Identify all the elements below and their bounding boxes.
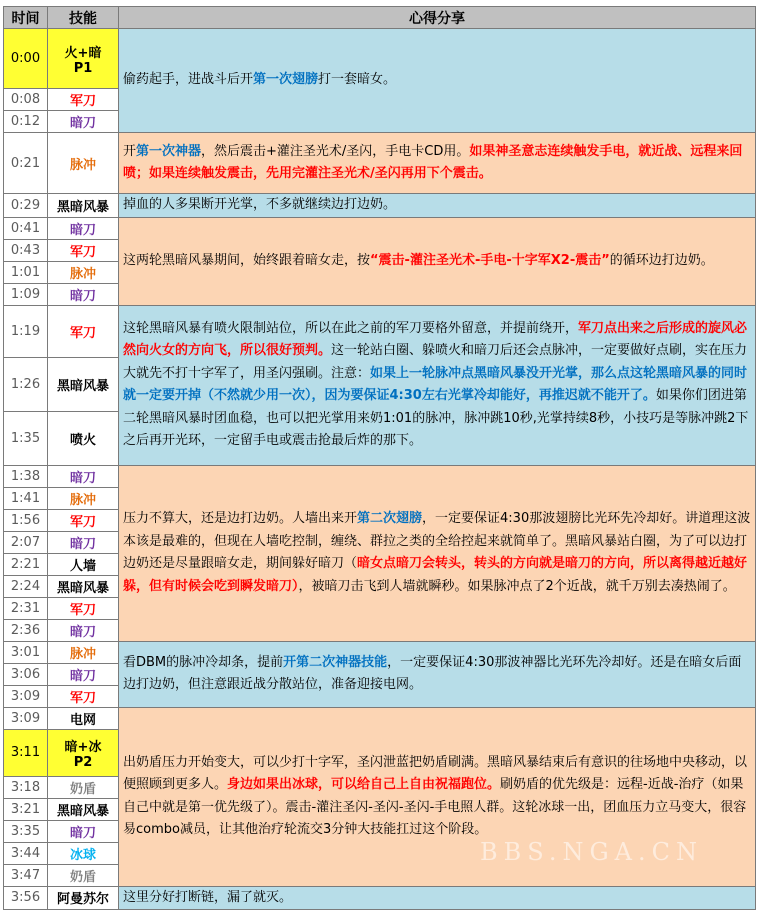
time-cell: 3:18 xyxy=(4,776,48,798)
note-text: 开 xyxy=(123,143,137,159)
time-cell: 1:41 xyxy=(4,487,48,509)
time-cell: 2:07 xyxy=(4,531,48,553)
note-cell xyxy=(119,641,756,707)
table-row xyxy=(4,465,756,487)
skill-cell: 军刀 xyxy=(48,597,119,619)
time-cell: 2:31 xyxy=(4,597,48,619)
skill-cell: 阿曼苏尔 xyxy=(48,886,119,910)
note-text: 掉血的人多果断开光掌，不多就继续边打边奶。 xyxy=(123,197,397,212)
note-text: 这轮黑暗风暴有喷火限制站位，所以在此之前的军刀要格外留意，并提前绕开， xyxy=(123,320,579,336)
skill-cell: 暗刀 xyxy=(48,111,119,133)
time-cell: 0:41 xyxy=(4,217,48,239)
time-cell: 0:29 xyxy=(4,194,48,218)
note-text: 如果神圣意志连续触发手电，就近战、远程来回喷；如果连续触发震击，先用完灌注圣光术/圣闪再用下个震击。 xyxy=(123,143,743,181)
time-cell: 3:09 xyxy=(4,685,48,707)
skill-cell: 暗刀 xyxy=(48,283,119,305)
strategy-table xyxy=(3,6,756,910)
table-row xyxy=(4,194,756,218)
skill-cell: 暗刀 xyxy=(48,465,119,487)
note-cell xyxy=(119,194,756,218)
skill-cell: 暗刀 xyxy=(48,217,119,239)
note-text: 军刀点出来之后形成的旋风必然向火女的方向飞，所以很好预判。 xyxy=(123,320,748,358)
note-cell xyxy=(119,29,756,133)
table-row xyxy=(4,29,756,89)
skill-cell: 暗+冰 P2 xyxy=(48,729,119,776)
skill-cell: 冰球 xyxy=(48,842,119,864)
skill-cell: 脉冲 xyxy=(48,261,119,283)
note-text: 开第二次神器技能 xyxy=(283,654,388,670)
note-text: 这两轮黑暗风暴期间，始终跟着暗女走，按 xyxy=(123,252,371,268)
skill-cell: 军刀 xyxy=(48,685,119,707)
skill-cell: 军刀 xyxy=(48,305,119,357)
note-text: 出奶盾压力开始变大，可以少打十字军，圣闪泄蓝把奶盾刷满。黑暗风暴结束后有意识的往场地中央移动，以便照顾到更多人。 xyxy=(123,754,748,792)
time-cell: 3:11 xyxy=(4,729,48,776)
note-text: 如果上一轮脉冲点黑暗风暴没开光掌，那么点这轮黑暗风暴的同时就一定要开掉（不然就少用一次），因为要保证4:30左右光掌冷却能好，再推迟就不能开了。 xyxy=(123,365,748,403)
skill-cell: 奶盾 xyxy=(48,776,119,798)
table-row xyxy=(4,641,756,663)
time-cell: 0:43 xyxy=(4,239,48,261)
time-cell: 1:38 xyxy=(4,465,48,487)
note-text: 第一次神器 xyxy=(136,143,202,159)
skill-cell: 军刀 xyxy=(48,509,119,531)
time-cell: 3:01 xyxy=(4,641,48,663)
time-cell: 0:00 xyxy=(4,29,48,89)
time-cell: 0:08 xyxy=(4,89,48,111)
skill-cell: 黑暗风暴 xyxy=(48,798,119,820)
time-cell: 2:21 xyxy=(4,553,48,575)
skill-cell: 黑暗风暴 xyxy=(48,194,119,218)
table-row xyxy=(4,886,756,910)
note-text: ，一定要保证4:30那波翅膀比光环先冷却好。讲道理这波本该是最难的，但现在人墙吃控制，缠绕、群拉之类的全给控起来就简单了。黑暗风暴站白圈，为了可以边打边奶还是尽量跟暗女走，期间躲好暗刀（ xyxy=(123,511,751,571)
note-text: 的循环边打边奶。 xyxy=(609,252,714,268)
note-cell xyxy=(119,217,756,305)
note-text: 偷药起手，进战斗后开 xyxy=(123,72,254,88)
note-text: ，被暗刀击飞到人墙就瞬秒。如果脉冲点了2个近战，就千万别去凑热闹了。 xyxy=(298,578,736,594)
time-cell: 1:35 xyxy=(4,411,48,465)
header-skill: 技能 xyxy=(48,7,119,29)
note-text: ，一定要保证4:30那波神器比光环先冷却好。还是在暗女后面边打边奶，但注意跟近战分散站位，准备迎接电网。 xyxy=(123,654,742,692)
note-text: 压力不算大，还是边打边奶。人墙出来开 xyxy=(123,511,358,526)
time-cell: 3:09 xyxy=(4,707,48,729)
note-cell xyxy=(119,465,756,641)
note-text: 身边如果出冰球，可以给自己上自由祝福跑位。 xyxy=(227,777,501,792)
note-text: 打一套暗女。 xyxy=(318,72,397,88)
note-text: 如果你们团进第二轮黑暗风暴时团血稳，也可以把光掌用来奶1:01的脉冲，脉冲跳10秒,光掌持续8秒，小技巧是等脉冲跳2下之后再开光环，一定留手电或震击抢最后炸的那下。 xyxy=(123,388,749,448)
time-cell: 3:44 xyxy=(4,842,48,864)
time-cell: 0:21 xyxy=(4,133,48,194)
skill-cell: 暗刀 xyxy=(48,531,119,553)
skill-cell: 军刀 xyxy=(48,239,119,261)
skill-cell: 暗刀 xyxy=(48,619,119,641)
time-cell: 3:06 xyxy=(4,663,48,685)
table-row xyxy=(4,707,756,729)
note-text: 刷奶盾的优先级是：远程-近战-治疗（如果自己中就是第一优先级了）。震击-灌注圣闪-圣闪-圣闪-手电照人群。这轮冰球一出，团血压力立马变大，很容易combo减员，让其他治疗轮流交3分钟大技能扛过这个阶段。 xyxy=(123,777,747,837)
note-cell xyxy=(119,133,756,194)
time-cell: 2:36 xyxy=(4,619,48,641)
note-text: 看DBM的脉冲冷却条，提前 xyxy=(123,654,284,670)
header-notes: 心得分享 xyxy=(119,7,756,29)
skill-cell: 火+暗 P1 xyxy=(48,29,119,89)
time-cell: 1:19 xyxy=(4,305,48,357)
skill-cell: 电网 xyxy=(48,707,119,729)
time-cell: 3:35 xyxy=(4,820,48,842)
time-cell: 2:24 xyxy=(4,575,48,597)
watermark: BBS.NGA.CN xyxy=(480,838,703,866)
note-text: 第一次翅膀 xyxy=(253,72,319,88)
skill-cell: 喷火 xyxy=(48,411,119,465)
note-text: 这一轮站白圈、躲喷火和暗刀后还会点脉冲，一定要做好点刷，实在压力大就先不打十字军了，用圣闪强刷。注意： xyxy=(123,343,748,381)
table-header-row xyxy=(4,7,756,29)
note-text: ，然后震击+灌注圣光术/圣闪，手电卡CD用。 xyxy=(201,143,470,159)
skill-cell: 脉冲 xyxy=(48,641,119,663)
skill-cell: 黑暗风暴 xyxy=(48,357,119,411)
time-cell: 1:09 xyxy=(4,283,48,305)
time-cell: 1:01 xyxy=(4,261,48,283)
note-text: “震击-灌注圣光术-手电-十字军X2-震击” xyxy=(370,252,610,268)
skill-cell: 军刀 xyxy=(48,89,119,111)
time-cell: 3:56 xyxy=(4,886,48,910)
table-row xyxy=(4,305,756,357)
skill-cell: 脉冲 xyxy=(48,133,119,194)
header-time: 时间 xyxy=(4,7,48,29)
skill-cell: 黑暗风暴 xyxy=(48,575,119,597)
time-cell: 0:12 xyxy=(4,111,48,133)
table-row xyxy=(4,133,756,194)
note-cell xyxy=(119,305,756,465)
note-text: 暗女点暗刀会转头，转头的方向就是暗刀的方向，所以离得越近越好躲，但有时候会吃到瞬发暗刀） xyxy=(123,556,748,594)
skill-cell: 脉冲 xyxy=(48,487,119,509)
note-cell xyxy=(119,886,756,910)
note-text: 这里分好打断链，漏了就灭。 xyxy=(123,889,293,905)
time-cell: 1:26 xyxy=(4,357,48,411)
skill-cell: 暗刀 xyxy=(48,820,119,842)
table-body xyxy=(4,29,756,910)
table-row xyxy=(4,217,756,239)
time-cell: 3:21 xyxy=(4,798,48,820)
note-text: 第二次翅膀 xyxy=(357,511,423,526)
time-cell: 1:56 xyxy=(4,509,48,531)
time-cell: 3:47 xyxy=(4,864,48,886)
skill-cell: 暗刀 xyxy=(48,663,119,685)
skill-cell: 奶盾 xyxy=(48,864,119,886)
skill-cell: 人墙 xyxy=(48,553,119,575)
